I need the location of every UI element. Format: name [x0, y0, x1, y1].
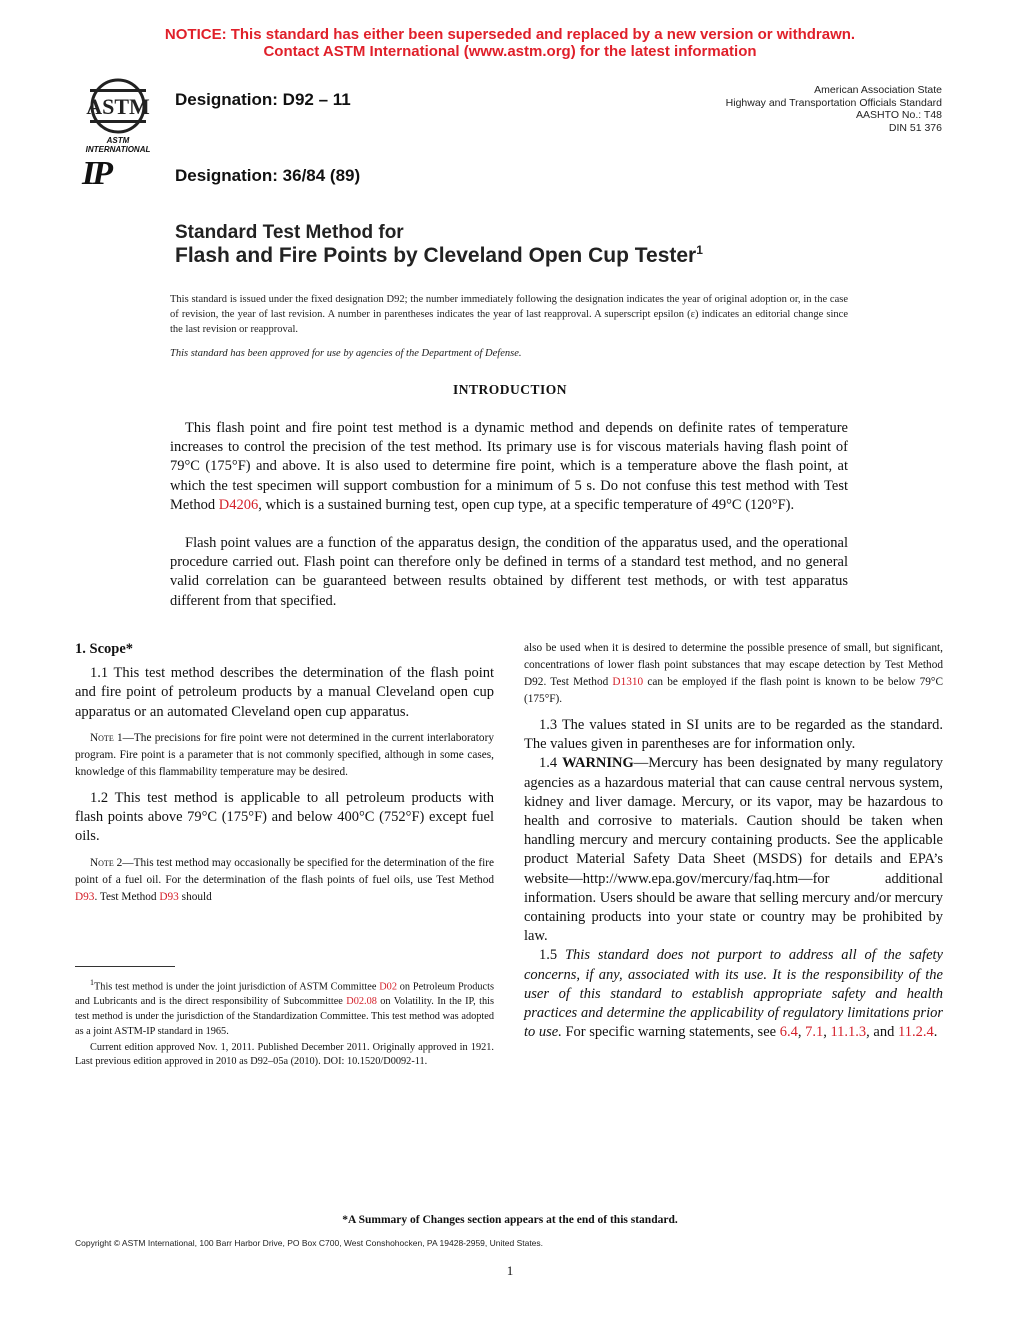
separator: , and — [866, 1024, 898, 1041]
section-1-5-italic: This standard does not purport to address all of the safety concerns, if any, associated with its use. It is the responsibility of the user of this standard to establish appropriate safety and health practices and determine the applicability of regulatory limitations prior to use. — [524, 947, 943, 1041]
separator: , — [823, 1024, 831, 1041]
designation-astm: Designation: D92 – 11 — [175, 90, 351, 109]
note-1-label: Note 1 — [90, 731, 123, 744]
link-d93[interactable]: D93 — [75, 891, 95, 904]
title-footnote-marker: 1 — [696, 243, 703, 257]
astm-logo-text: ASTM INTERNATIONAL — [85, 136, 151, 154]
title-text: Flash and Fire Points by Cleveland Open Cup Tester — [175, 244, 697, 267]
aashto-block — [726, 84, 942, 134]
ip-logo: IP — [82, 155, 110, 192]
note-2-continued — [524, 640, 943, 708]
footnote-2: Current edition approved Nov. 1, 2011. Published December 2011. Originally approved in 1921. Last previous edition approved in 2010 as D92–05a (2010). DOI: 10.1520/D0092-11. — [75, 1041, 494, 1068]
scope-heading: 1. Scope* — [75, 641, 133, 657]
link-11-1-3[interactable]: 11.1.3 — [830, 1024, 867, 1041]
notice-line-1: NOTICE: This standard has either been superseded and replaced by a new version or withdrawn. — [164, 26, 856, 43]
astm-logo — [76, 76, 160, 154]
note-2 — [75, 855, 494, 906]
intro-p1-text-end: , which is a sustained burning test, open cup type, at a specific temperature of 49°C (120°F). — [258, 496, 795, 513]
org-line: American Association State — [814, 84, 942, 96]
note-2-text-end: should — [178, 891, 212, 904]
section-1-3: 1.3 The values stated in SI units are to be regarded as the standard. The values given in parentheses are for information only. — [524, 717, 943, 753]
section-1-5-number: 1.5 — [539, 947, 565, 964]
section-1-5 — [524, 946, 943, 1042]
footnote-1 — [75, 976, 494, 1040]
note-1-text: —The precisions for fire point were not determined in the current interlaboratory program. Fire point is a parameter that is not commonly specified, although in some cases, knowledge of this flammability temperature may be desired. — [75, 731, 494, 778]
org-line: Highway and Transportation Officials Standard — [725, 96, 942, 109]
footnote-divider — [75, 966, 175, 967]
link-d02-08[interactable]: D02.08 — [346, 996, 377, 1008]
section-1-4-number: 1.4 — [539, 755, 563, 772]
designation-ip: Designation: 36/84 (89) — [175, 166, 361, 185]
intro-p1-text: This flash point and fire point test method is a dynamic method and depends on definite rates of temperature increases to control the precision of the test method. Its primary use is for viscous materials having flash point of 79°C (175°F) and above. It is also used to determine fire point, which is a temperature above the flash point, at which the test specimen will support combustion for a minimum of 5 s. Do not confuse this test method with Test Method — [170, 420, 848, 513]
note-2-text: —This test method may occasionally be specified for the determination of the fire point of a fuel oil. For the determination of the flash points of fuel oils, use Test Method — [75, 857, 494, 887]
note-2-text-mid: . Test Method — [94, 891, 160, 904]
end-period: . — [933, 1024, 938, 1041]
link-d4206[interactable]: D4206 — [218, 496, 259, 513]
page-number: 1 — [506, 1263, 514, 1278]
notice-line-2: Contact ASTM International (www.astm.org) for the latest information — [263, 43, 757, 60]
left-column — [75, 640, 494, 906]
summary-of-changes-note: *A Summary of Changes section appears at the end of this standard. — [342, 1214, 678, 1226]
section-1-2: 1.2 This test method is applicable to all petroleum products with flash points above 79°C (175°F) and below 400°C (752°F) except fuel oils. — [75, 789, 494, 845]
link-11-2-4[interactable]: 11.2.4 — [897, 1024, 934, 1041]
link-d1310[interactable]: D1310 — [612, 676, 644, 688]
separator: , — [797, 1024, 806, 1041]
section-1-4-text: —Mercury has been designated by many regulatory agencies as a hazardous material that can cause central nervous system, kidney and liver damage. Mercury, or its vapor, may be hazardous to health and corrosive to materials. Caution should be taken when handling mercury and mercury containing products. See the applicable product Material Safety Data Sheet (MSDS) for details and EPA’s website—http://www.epa.gov/mercury/faq.htm—for additional information. Users should be aware that selling mercury and/or mercury containing products into your state or country may be prohibited by law. — [524, 755, 943, 945]
footnote-1-text: This test method is under the joint jurisdiction of ASTM Committee — [94, 981, 380, 993]
link-7-1[interactable]: 7.1 — [805, 1024, 824, 1041]
link-d93[interactable]: D93 — [159, 891, 179, 904]
org-line: DIN 51 376 — [888, 121, 942, 134]
section-1-5-text: For specific warning statements, see — [561, 1024, 780, 1041]
org-line: AASHTO No.: T48 — [856, 109, 942, 121]
right-column — [524, 640, 943, 1042]
note-2-label: Note 2 — [90, 857, 123, 870]
warning-label: WARNING — [562, 755, 634, 772]
section-1-1: 1.1 This test method describes the determination of the flash point and fire point of petroleum products by a manual Cleveland open cup apparatus or an automated Cleveland open cup apparatus. — [75, 665, 494, 720]
svg-text:ASTM: ASTM — [86, 94, 150, 119]
note-2-continued-end: can be employed if the flash point is known to be below 79°C (175°F). — [524, 676, 943, 705]
link-d02[interactable]: D02 — [379, 981, 397, 993]
intro-paragraph-2: Flash point values are a function of the apparatus design, the condition of the apparatus used, and the operational procedure carried out. Flash point can therefore only be defined in terms of a standard test method, and no general valid correlation can be guaranteed between results obtained by different test methods, or with test apparatus different from that specified. — [170, 535, 848, 609]
copyright-line: Copyright © ASTM International, 100 Barr Harbor Drive, PO Box C700, West Conshohocken, PA 19428-2959, United States. — [75, 1238, 544, 1248]
title-line-1: Standard Test Method for — [175, 222, 404, 243]
footnote-1-text-end: on Volatility. In the IP, this test method is under the jurisdiction of the Standardization Committee. This test method was adopted as a joint ASTM-IP standard in 1965. — [75, 996, 494, 1037]
note-1 — [75, 730, 494, 781]
footnotes — [75, 976, 494, 1070]
intro-paragraph-1 — [170, 419, 848, 515]
title-line-2 — [175, 243, 703, 268]
issued-statement: This standard is issued under the fixed designation D92; the number immediately following the designation indicates the year of original adoption or, in the case of revision, the year of last revision. A number in parentheses indicates the year of last reapproval. A superscript epsilon (ε) indicates an editorial change since the last revision or reapproval. — [170, 294, 848, 335]
footnote-1-marker: 1 — [90, 978, 94, 987]
footnote-1-text-mid: on Petroleum Products and Lubricants and is the direct responsibility of Subcommittee — [75, 981, 494, 1008]
link-6-4[interactable]: 6.4 — [779, 1024, 798, 1041]
note-2-continued-text: also be used when it is desired to determine the possible presence of small, but significant, concentrations of lower flash point substances that may escape detection by Test Method D92. Test Method — [524, 642, 943, 688]
section-1-4 — [524, 754, 943, 946]
dod-statement: This standard has been approved for use by agencies of the Department of Defense. — [170, 348, 522, 359]
introduction-heading: INTRODUCTION — [452, 382, 567, 397]
